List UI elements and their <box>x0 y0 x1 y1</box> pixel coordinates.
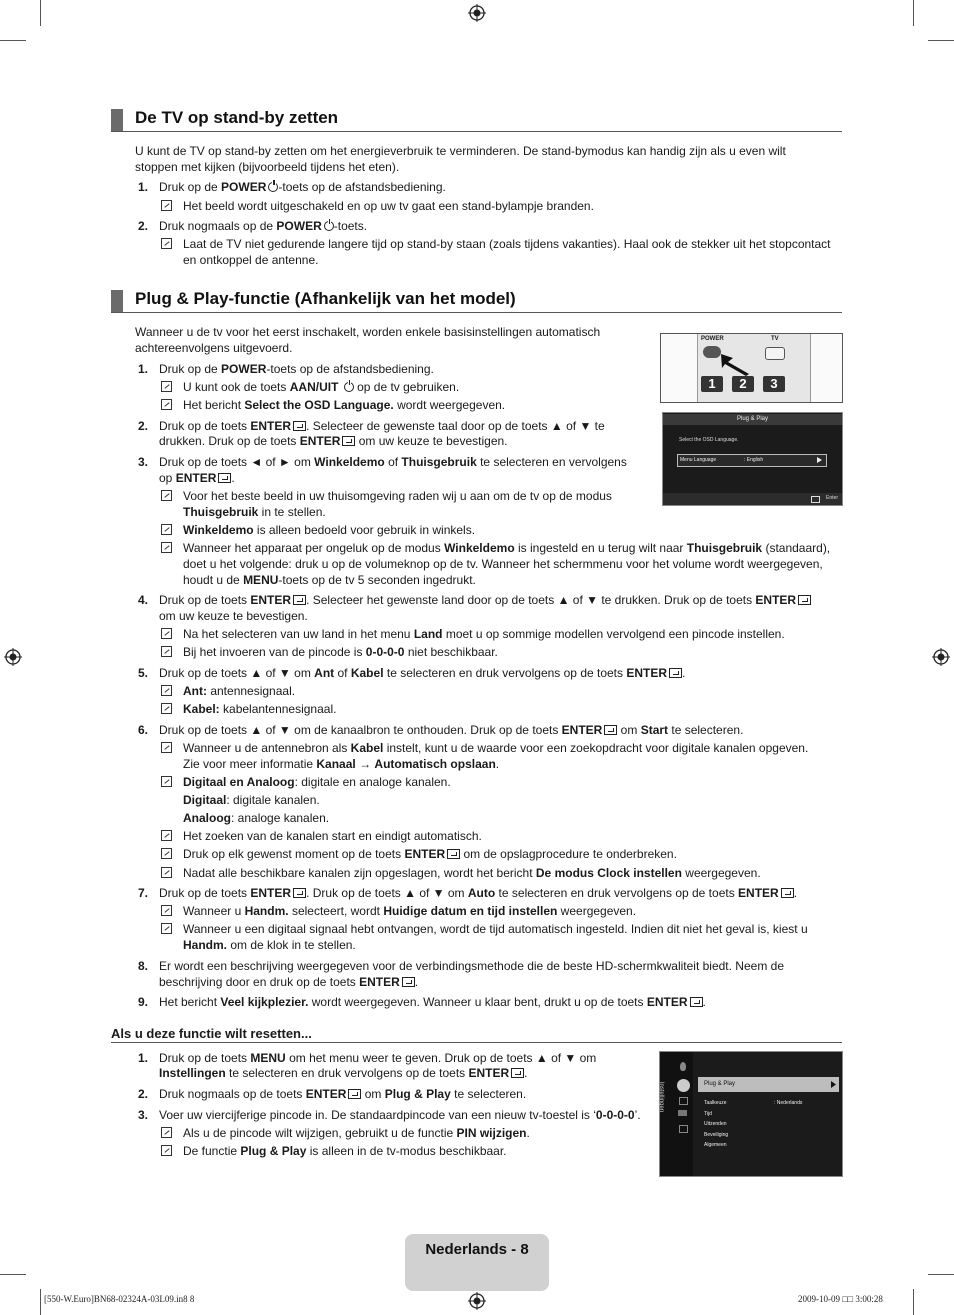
note-icon <box>161 1127 172 1138</box>
note-text: Ant: antennesignaal. <box>183 684 296 698</box>
note-icon <box>161 490 172 501</box>
arrow-right-icon <box>817 457 822 463</box>
step-text: Druk op de toets ENTER . Druk op de toets ▲ of ▼ om Auto te selecteren en druk vervolgens op de toets ENTER . <box>159 886 798 900</box>
step-text: Instellingen te selecteren en druk vervolgens op de toets ENTER . <box>159 1066 528 1080</box>
intro-text: achtereenvolgens uitgevoerd. <box>135 341 293 355</box>
heading-bar <box>111 109 123 131</box>
enter-icon <box>798 595 811 605</box>
osd-prompt: Select the OSD Language. <box>679 437 739 443</box>
note-text: Wanneer u de antennebron als Kabel instelt, kunt u de waarde voor een zoekopdracht voor digitale kanalen opgeven. <box>183 741 809 755</box>
note-icon <box>161 399 172 410</box>
note-text: Digitaal en Analoog: digitale en analoge kanalen. <box>183 775 451 789</box>
note-text: Het zoeken van de kanalen start en eindigt automatisch. <box>183 829 482 843</box>
crop-mark <box>928 1274 954 1275</box>
note-icon <box>161 381 172 392</box>
step-text: Druk op de toets ENTER . Selecteer het gewenste land door op de toets ▲ of ▼ te drukken. Druk op de toets ENTER <box>159 592 811 608</box>
crop-mark <box>40 1289 41 1315</box>
osd-language-screen <box>662 412 843 506</box>
step-text: Er wordt een beschrijving weergegeven voor de verbindingsmethode die de beste HD-schermkwaliteit biedt. Neem de <box>159 959 784 973</box>
section-heading-plug-and-play <box>111 290 842 313</box>
note-icon <box>161 238 172 249</box>
crop-mark <box>913 1289 914 1315</box>
note-icon <box>161 685 172 696</box>
osd-selected-label: Plug & Play <box>704 1081 736 1087</box>
section-title: De TV op stand-by zetten <box>135 108 339 127</box>
registration-mark-icon <box>4 648 22 666</box>
print-date: 2009-10-09 □□ 3:00:28 <box>798 1294 883 1304</box>
note-text: Nadat alle beschikbare kanalen zijn opgeslagen, wordt het bericht De modus Clock instellen weergegeven. <box>183 866 761 880</box>
step-number: 5. <box>138 666 149 680</box>
section-title: Plug & Play-functie (Afhankelijk van het model) <box>135 289 516 308</box>
registration-mark-icon <box>468 4 486 22</box>
step-number: 9. <box>138 995 149 1009</box>
osd-field-label: Menu Language <box>680 457 717 463</box>
input-icon <box>678 1110 687 1116</box>
step-text: om uw keuze te bevestigen. <box>159 609 308 623</box>
step-number: 8. <box>138 959 149 973</box>
remote-tv-label: TV <box>771 336 779 342</box>
step-number: 3. <box>138 1108 149 1122</box>
osd-menu-item[interactable]: Beveiliging <box>704 1132 729 1138</box>
enter-icon <box>811 496 820 503</box>
power-icon <box>268 182 278 192</box>
step-text: Druk op de toets ▲ of ▼ om Ant of Kabel te selecteren en druk vervolgens op de toets ENTER . <box>159 666 686 680</box>
osd-language-field[interactable] <box>677 454 827 467</box>
step-text: Druk nogmaals op de toets ENTER om Plug & Play te selecteren. <box>159 1087 527 1101</box>
note-text: Digitaal: digitale kanalen. <box>183 793 320 807</box>
step-number: 6. <box>138 723 149 737</box>
remote-key-1: 1 <box>701 376 723 392</box>
remote-illustration <box>660 333 843 403</box>
note-text: De functie Plug & Play is alleen in de tv-modus beschikbaar. <box>183 1144 507 1158</box>
note-text: Het bericht Select the OSD Language. wordt weergegeven. <box>183 398 506 412</box>
step-text: Druk op de toets ◄ of ► om Winkeldemo of Thuisgebruik te selecteren en vervolgens <box>159 455 627 469</box>
note-text: Zie voor meer informatie Kanaal → Automatisch opslaan. <box>183 757 500 771</box>
power-icon <box>344 382 354 392</box>
note-text: Wanneer u een digitaal signaal hebt ontvangen, wordt de tijd automatisch ingesteld. Indien dit niet het geval is, kiest u <box>183 922 808 936</box>
note-text: Bij het invoeren van de pincode is 0-0-0-0 niet beschikbaar. <box>183 645 498 659</box>
support-icon <box>679 1125 688 1133</box>
enter-icon <box>348 1089 361 1099</box>
step-text: Voer uw viercijferige pincode in. De standaardpincode van een nieuw tv-toestel is ‘0-0-0-0’. <box>159 1108 641 1122</box>
osd-menu-item[interactable]: Algemeen <box>704 1142 727 1148</box>
osd-vertical-label: Instellingen <box>658 1081 665 1113</box>
note-icon <box>161 200 172 211</box>
note-icon <box>161 742 172 753</box>
note-icon <box>161 830 172 841</box>
enter-icon <box>669 668 682 678</box>
note-icon <box>161 524 172 535</box>
crop-mark <box>928 40 954 41</box>
osd-title: Plug & Play <box>663 414 842 425</box>
step-text: Druk op de toets ▲ of ▼ om de kanaalbron te onthouden. Druk op de toets ENTER om Start te selecteren. <box>159 723 744 737</box>
registration-mark-icon <box>468 1292 486 1310</box>
crop-mark <box>40 0 41 26</box>
step-number: 1. <box>138 1051 149 1065</box>
note-icon <box>161 628 172 639</box>
osd-menu-item[interactable]: Tijd <box>704 1111 712 1117</box>
section-heading-standby <box>111 109 842 132</box>
osd-sidebar <box>660 1052 693 1176</box>
note-icon <box>161 867 172 878</box>
note-text: Na het selecteren van uw land in het menu Land moet u op sommige modellen vervolgend een pincode instellen. <box>183 627 785 641</box>
note-text: U kunt ook de toets AAN/UIT op de tv gebruiken. <box>183 380 460 394</box>
arrow-right-icon <box>831 1081 836 1088</box>
step-text: Druk op de POWER -toets op de afstandsbediening. <box>159 180 446 194</box>
note-text: Wanneer het apparaat per ongeluk op de modus Winkeldemo is ingesteld en u terug wilt naar Thuisgebruik (standaard), <box>183 541 831 555</box>
note-icon <box>161 703 172 714</box>
step-number: 2. <box>138 219 149 233</box>
subsection-heading: Als u deze functie wilt resetten... <box>111 1026 312 1041</box>
note-text: Voor het beste beeld in uw thuisomgeving raden wij u aan om de tv op de modus <box>183 489 612 503</box>
step-text: beschrijving door en druk op de toets ENTER . <box>159 975 419 989</box>
note-icon <box>161 1145 172 1156</box>
remote-power-label: POWER <box>701 336 724 342</box>
note-icon <box>161 646 172 657</box>
intro-text: stoppen met kijken (bijvoorbeeld tijdens het eten). <box>135 160 400 174</box>
note-text: Thuisgebruik in te stellen. <box>183 505 326 519</box>
step-number: 7. <box>138 886 149 900</box>
heading-bar <box>111 290 123 312</box>
enter-icon <box>218 473 231 483</box>
step-text: drukken. Druk op de toets ENTER om uw keuze te bevestigen. <box>159 434 508 448</box>
file-info: [550-W.Euro]BN68-02324A-03L09.in8 8 <box>44 1294 195 1304</box>
step-text: op ENTER . <box>159 471 235 485</box>
step-number: 3. <box>138 455 149 469</box>
osd-footer <box>663 493 842 505</box>
step-number: 1. <box>138 180 149 194</box>
intro-text: U kunt de TV op stand-by zetten om het energieverbruik te verminderen. De stand-bymodus kan handig zijn als u even wilt <box>135 144 786 158</box>
osd-field-value: : English <box>744 457 764 463</box>
step-number: 4. <box>138 593 149 607</box>
picture-icon <box>680 1062 686 1071</box>
osd-selected-item[interactable] <box>698 1077 839 1092</box>
subsection-rule <box>111 1042 842 1043</box>
crop-mark <box>0 1274 26 1275</box>
note-icon <box>161 848 172 859</box>
remote-key-2: 2 <box>732 376 754 392</box>
enter-icon <box>342 436 355 446</box>
note-text: houdt u de MENU-toets op de tv 5 seconden ingedrukt. <box>183 573 476 587</box>
note-text: Handm. om de klok in te stellen. <box>183 938 356 952</box>
note-text: en ontkoppel de antenne. <box>183 253 319 267</box>
note-text: Laat de TV niet gedurende langere tijd op stand-by staan (zoals tijdens vakanties). Haal ook de stekker uit het stopcontact <box>183 237 831 251</box>
note-icon <box>161 923 172 934</box>
step-text: Druk op de toets MENU om het menu weer te geven. Druk op de toets ▲ of ▼ om <box>159 1051 597 1065</box>
remote-tv-button <box>765 347 785 360</box>
note-text: Druk op elk gewenst moment op de toets ENTER om de opslagprocedure te onderbreken. <box>183 847 677 861</box>
note-text: Wanneer u Handm. selecteert, wordt Huidige datum en tijd instellen weergegeven. <box>183 904 637 918</box>
note-text: Als u de pincode wilt wijzigen, gebruikt u de functie PIN wijzigen. <box>183 1126 530 1140</box>
power-icon <box>324 221 334 231</box>
note-icon <box>161 905 172 916</box>
page-number: Nederlands - 8 <box>425 1241 529 1258</box>
enter-icon <box>604 725 617 735</box>
note-text: Analoog: analoge kanalen. <box>183 811 330 825</box>
intro-text: Wanneer u de tv voor het eerst inschakelt, worden enkele basisinstellingen automatisch <box>135 325 601 339</box>
remote-key-3: 3 <box>763 376 785 392</box>
osd-settings-menu <box>659 1051 843 1177</box>
step-text: Druk op de POWER-toets op de afstandsbediening. <box>159 362 434 376</box>
enter-icon <box>293 888 306 898</box>
note-text: Winkeldemo is alleen bedoeld voor gebruik in winkels. <box>183 523 476 537</box>
osd-menu-item[interactable]: Uitzenden <box>704 1121 727 1127</box>
osd-enter-label: Enter <box>826 495 838 501</box>
note-icon <box>161 776 172 787</box>
note-text: doet u het volgende: druk u op de volumeknop op de tv. Wanneer het schermmenu voor het volume wordt weergegeven, <box>183 557 823 571</box>
step-text: Druk op de toets ENTER . Selecteer de gewenste taal door op de toets ▲ of ▼ te <box>159 419 605 433</box>
registration-mark-icon <box>932 648 950 666</box>
enter-icon <box>402 977 415 987</box>
enter-icon <box>781 888 794 898</box>
osd-menu-item[interactable]: Taalkeuze <box>704 1100 727 1106</box>
step-number: 2. <box>138 419 149 433</box>
step-number: 2. <box>138 1087 149 1101</box>
enter-icon <box>447 849 460 859</box>
note-text: Kabel: kabelantennesignaal. <box>183 702 337 716</box>
step-text: Druk nogmaals op de POWER -toets. <box>159 219 368 233</box>
enter-icon <box>293 421 306 431</box>
enter-icon <box>293 595 306 605</box>
pointer-arrow-icon <box>719 352 753 376</box>
note-text: Het beeld wordt uitgeschakeld en op uw tv gaat een stand-bylampje branden. <box>183 199 594 213</box>
crop-mark <box>913 0 914 26</box>
enter-icon <box>511 1068 524 1078</box>
antenna-icon <box>679 1097 688 1105</box>
page-number-tab <box>405 1234 549 1291</box>
enter-icon <box>690 997 703 1007</box>
step-number: 1. <box>138 362 149 376</box>
crop-mark <box>0 40 26 41</box>
step-text: Het bericht Veel kijkplezier. wordt weergegeven. Wanneer u klaar bent, drukt u op de toets ENTER . <box>159 995 706 1009</box>
note-icon <box>161 542 172 553</box>
gear-icon <box>677 1079 690 1092</box>
osd-menu-value: : Nederlands <box>774 1100 803 1106</box>
